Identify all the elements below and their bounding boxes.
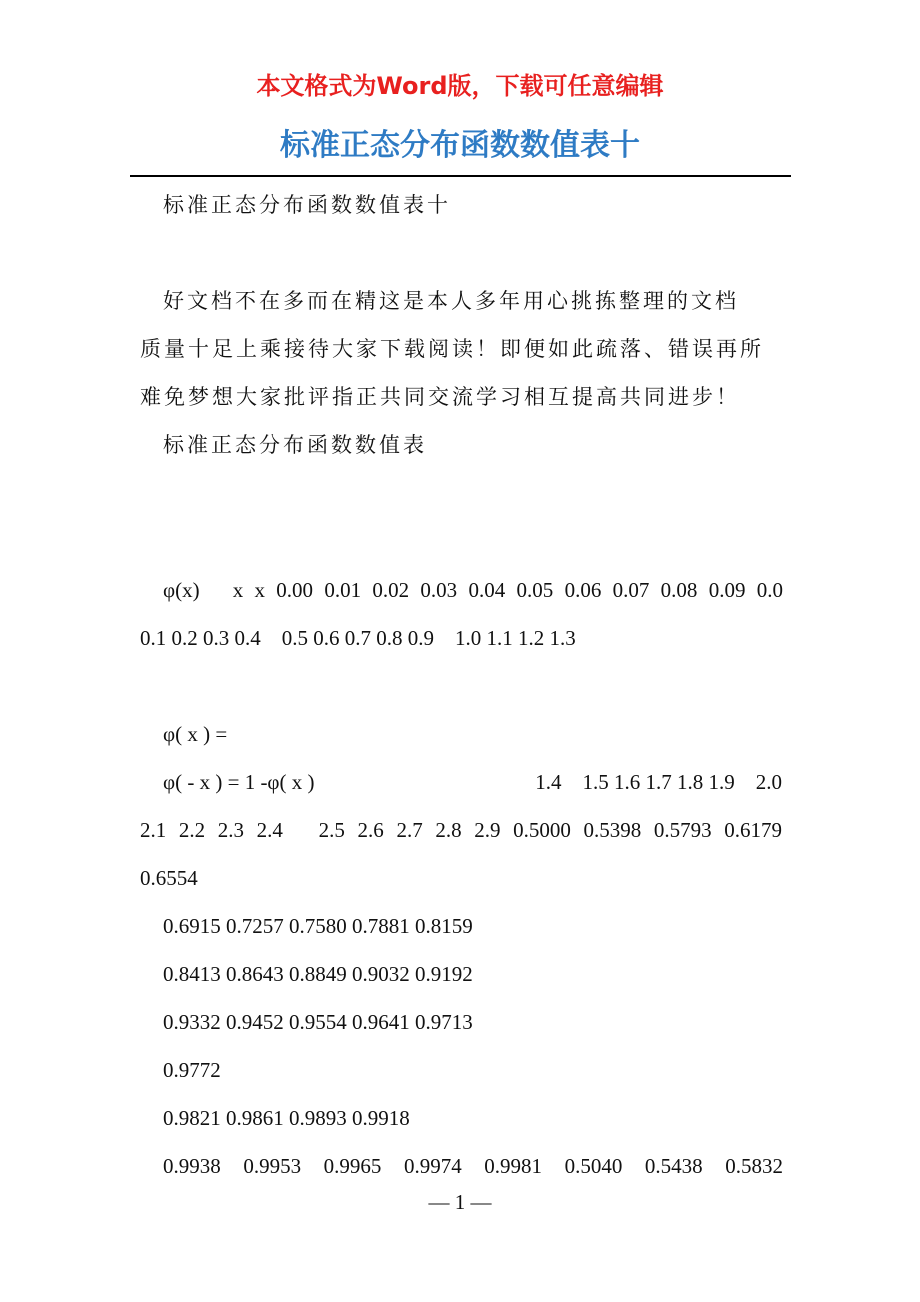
formula-line-2: φ( - x ) = 1 -φ( x ) — [163, 770, 315, 794]
table-line-5: 0.6554 — [140, 866, 198, 890]
intro-line-3: 难免梦想大家批评指正共同交流学习相互提高共同进步！ — [140, 385, 740, 409]
page-number: — 1 — — [428, 1190, 492, 1214]
table-line-9: 0.9772 — [163, 1058, 221, 1082]
document-title: 标准正态分布函数数值表十 — [280, 128, 640, 163]
table-line-4: 2.1 2.2 2.3 2.4 2.5 2.6 2.7 2.8 2.9 0.5000 0.5398 0.5793 0.6179 — [140, 818, 782, 842]
intro-line-2: 质量十足上乘接待大家下载阅读！即便如此疏落、错误再所 — [140, 337, 764, 361]
table-line-7: 0.8413 0.8643 0.8849 0.9032 0.9192 — [163, 962, 473, 986]
table-line-6: 0.6915 0.7257 0.7580 0.7881 0.8159 — [163, 914, 473, 938]
header-divider — [130, 175, 791, 177]
paragraph-title: 标准正态分布函数数值表十 — [163, 193, 451, 217]
table-line-1: φ(x) x x 0.00 0.01 0.02 0.03 0.04 0.05 0.06 0.07 0.08 0.09 0.0 — [163, 578, 783, 602]
table-line-10: 0.9821 0.9861 0.9893 0.9918 — [163, 1106, 410, 1130]
table-line-3: 1.4 1.5 1.6 1.7 1.8 1.9 2.0 — [535, 770, 782, 794]
table-line-2: 0.1 0.2 0.3 0.4 0.5 0.6 0.7 0.8 0.9 1.0 1.1 1.2 1.3 — [140, 626, 576, 650]
formula-line-1: φ( x ) = — [163, 722, 228, 746]
intro-line-1: 好文档不在多而在精这是本人多年用心挑拣整理的文档 — [163, 289, 739, 313]
table-heading: 标准正态分布函数数值表 — [163, 433, 427, 457]
table-line-8: 0.9332 0.9452 0.9554 0.9641 0.9713 — [163, 1010, 473, 1034]
table-line-11: 0.9938 0.9953 0.9965 0.9974 0.9981 0.5040 0.5438 0.5832 — [163, 1154, 783, 1178]
format-banner: 本文格式为Word版，下载可任意编辑 — [256, 72, 664, 100]
